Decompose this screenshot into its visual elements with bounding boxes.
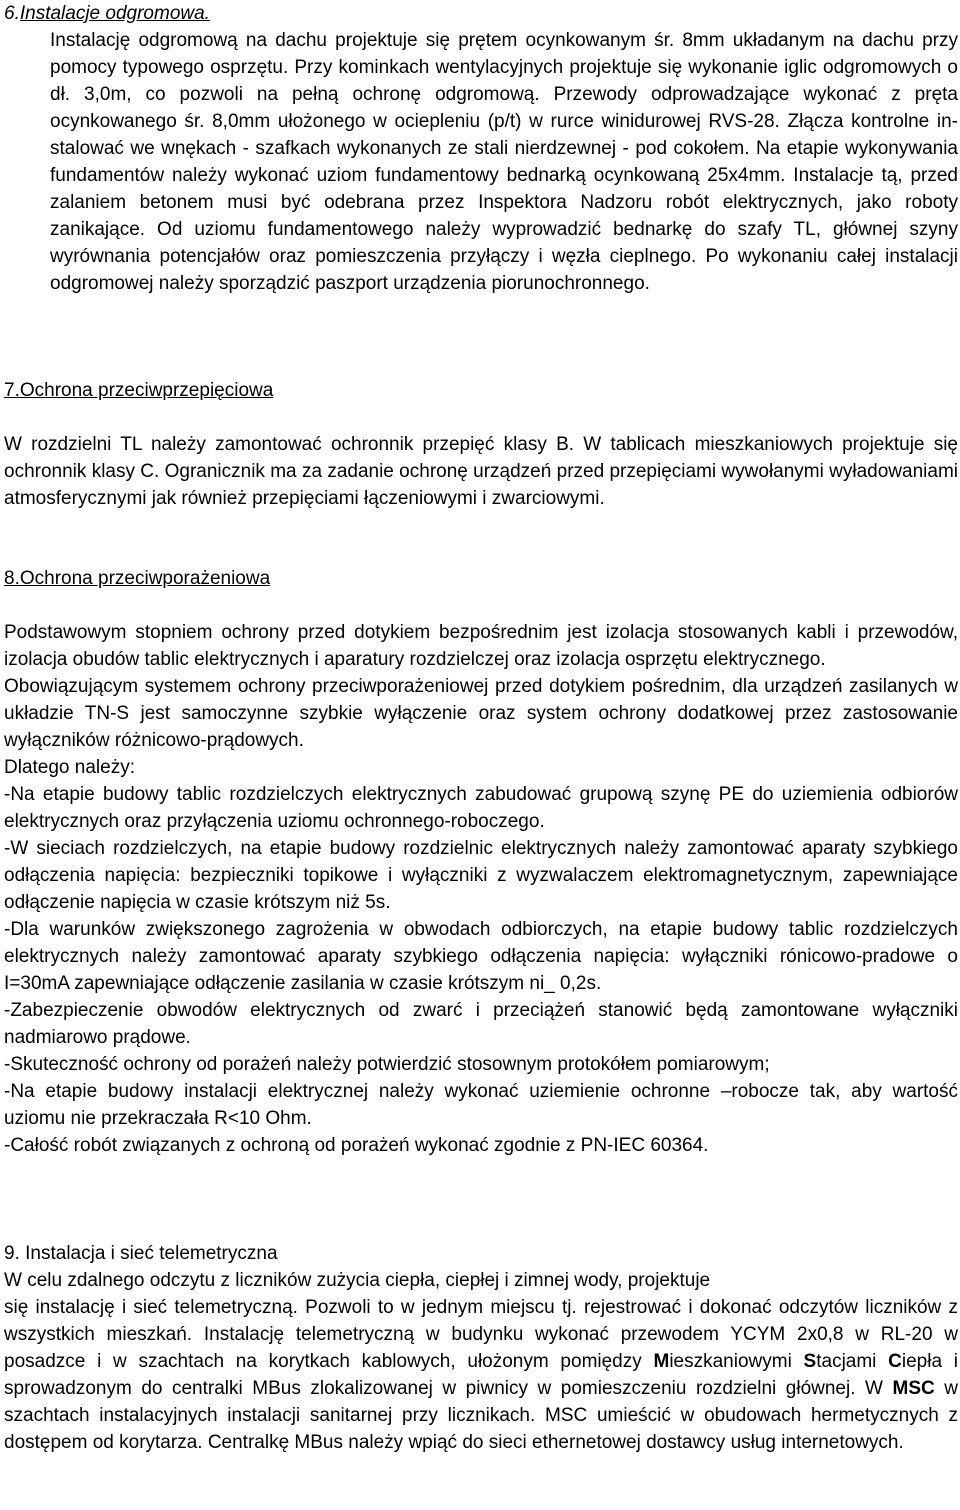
section-9-intro: W celu zdalnego odczytu z liczników zużycia ciepła, ciepłej i zimnej wody, projektuje [4,1270,711,1291]
section-6-number: 6. [4,3,20,24]
section-8-paragraph-therefore: Dlatego należy: [4,757,135,778]
section-7-paragraph: W rozdzielni TL należy zamontować ochronnik przepięć klasy B. W tablicach mieszkaniowych projektuje się ochronnik klasy C. Ogranicznik ma za zadanie ochronę urządzeń przed przepięciami wywołanymi wyładowaniami atmosferycznymi jak również przepięciami łączeniowymi i zwarciowymi. [4,434,958,509]
section-8-number: 8. [4,568,20,589]
section-9-number: 9. [4,1243,20,1264]
section-8-list-item: -Zabezpieczenie obwodów elektrycznych od zwarć i przeciążeń stanowić będą zamontowane wyłączniki nadmiarowo prądowe. [4,1000,958,1048]
section-9-acronym-letter-m: M [653,1351,670,1372]
section-9-text-b: ieszkaniowymi [669,1351,804,1372]
section-8-heading [4,565,958,592]
section-9-text-e: w szachtach instalacyjnych instalacji sanitarnej przy licznikach. MSC umieścić w obudowach hermetycznych z dostępem od korytarza. Centralkę MBus należy wpiąć do sieci ethernetowej dostawcy usług internetowych. [4,1378,958,1453]
section-9-acronym-letter-s: S [803,1351,817,1372]
section-6 [4,0,958,297]
section-9-title: Instalacja i sieć telemetryczna [25,1243,278,1264]
section-9-paragraph [4,1294,958,1456]
section-8-paragraph-direct-contact: Podstawowym stopniem ochrony przed dotykiem bezpośrednim jest izolacja stosowanych kabli i przewodów, izolacja obudów tablic elektrycznych i aparatury rozdzielczej oraz izolacja osprzętu elektrycznego. [4,622,958,670]
section-8-paragraph-indirect-contact: Obowiązującym systemem ochrony przeciwporażeniowej przed dotykiem pośrednim, dla urządzeń zasilanych w układzie TN-S jest samoczynne szybkie wyłączenie oraz system ochrony dodatkowej przez zastosowanie wyłączników różnicowo-prądowych. [4,676,958,751]
section-7-heading [4,377,958,404]
section-6-heading [4,0,958,27]
section-9-heading [4,1240,958,1267]
section-6-paragraph: Instalację odgromową na dachu projektuje się prętem ocynkowanym śr. 8mm układanym na dachu przy pomocy typowego osprzętu. Przy kominkach wentylacyjnych projektuje się wykonanie iglic odgromowych o dł. 3,0m, co pozwoli na pełną ochronę odgromową. Przewody odprowadzające wykonać z pręta ocynkowanego śr. 8,0mm ułożonego w ociepleniu (p/t) w rurce winidurowej RVS-28. Złącza kontrolne in- stalować we wnękach - szafkach wykonanych ze stali nierdzewnej - pod cokołem. Na etapie wykonywania fundamentów należy wykonać uziom fundamentowy bednarką ocynkowaną 25x4mm. Instalacje tą, przed zalaniem betonem musi być odebrana przez Inspektora Nadzoru robót elektrycznych, jako roboty zanikające. Od uziomu fundamentowego należy wyprowadzić bednarkę do szafy TL, głównej szyny wyrównania potencjałów oraz pomieszczenia przyłączy i węzła cieplnego. Po wykonaniu całej instalacji odgromowej należy sporządzić paszport urządzenia piorunochronnego. [50,30,958,294]
section-6-title: Instalacje odgromowa. [19,3,210,24]
section-8-list-item: -W sieciach rozdzielczych, na etapie budowy rozdzielnic elektrycznych należy zamontować aparaty szybkiego odłączenia napięcia: bezpieczniki topikowe i wyłączniki z wyzwalaczem elektromagnetycznym, zapewniające odłączenie napięcia w czasie krótszym niż 5s. [4,838,958,913]
section-7 [4,377,958,512]
section-8-list-item: -Całość robót związanych z ochroną od porażeń wykonać zgodnie z PN-IEC 60364. [4,1135,709,1156]
section-9-text-c: tacjami [816,1351,889,1372]
section-9-msc-bold: MSC [892,1378,935,1399]
section-8-list-item: -Dla warunków zwiększonego zagrożenia w obwodach odbiorczych, na etapie budowy tablic rozdzielczych elektrycznych należy zamontować aparaty szybkiego odłączenia napięcia: wyłączniki rónicowo-pradowe o I=30mA zapewniające odłączenie zasilania w czasie krótszym ni_ 0,2s. [4,919,958,994]
section-7-number: 7. [4,380,20,401]
section-8 [4,565,958,1159]
section-9 [4,1240,958,1456]
section-8-list-item: -Skuteczność ochrony od porażeń należy potwierdzić stosownym protokółem pomiarowym; [4,1054,770,1075]
section-9-acronym-letter-c: C [888,1351,902,1372]
section-8-list-item: -Na etapie budowy instalacji elektrycznej należy wykonać uziemienie ochronne –robocze tak, aby wartość uziomu nie przekraczała R<10 Ohm. [4,1081,958,1129]
section-7-title: Ochrona przeciwprzepięciowa [19,380,274,401]
section-9-text-a: się instalację i sieć telemetryczną. Pozwoli to w jednym miejscu tj. rejestrować i dokonać odczytów liczników z wszystkich mieszkań. Instalację telemetryczną w budynku wykonać przewodem YCYM 2x0,8 w RL-20 w posadzce i w szachtach na korytkach kablowych, ułożonym pomiędzy [4,1297,958,1372]
section-9-text-d: iepła i sprowadzonym do centralki MBus zlokalizowanej w piwnicy w pomieszczeniu rozdzielni głównej. W [4,1351,958,1399]
section-8-list-item: -Na etapie budowy tablic rozdzielczych elektrycznych zabudować grupową szynę PE do uziemienia odbiorów elektrycznych oraz przyłączenia uziomu ochronnego-roboczego. [4,784,958,832]
section-8-title: Ochrona przeciwporażeniowa [19,568,271,589]
